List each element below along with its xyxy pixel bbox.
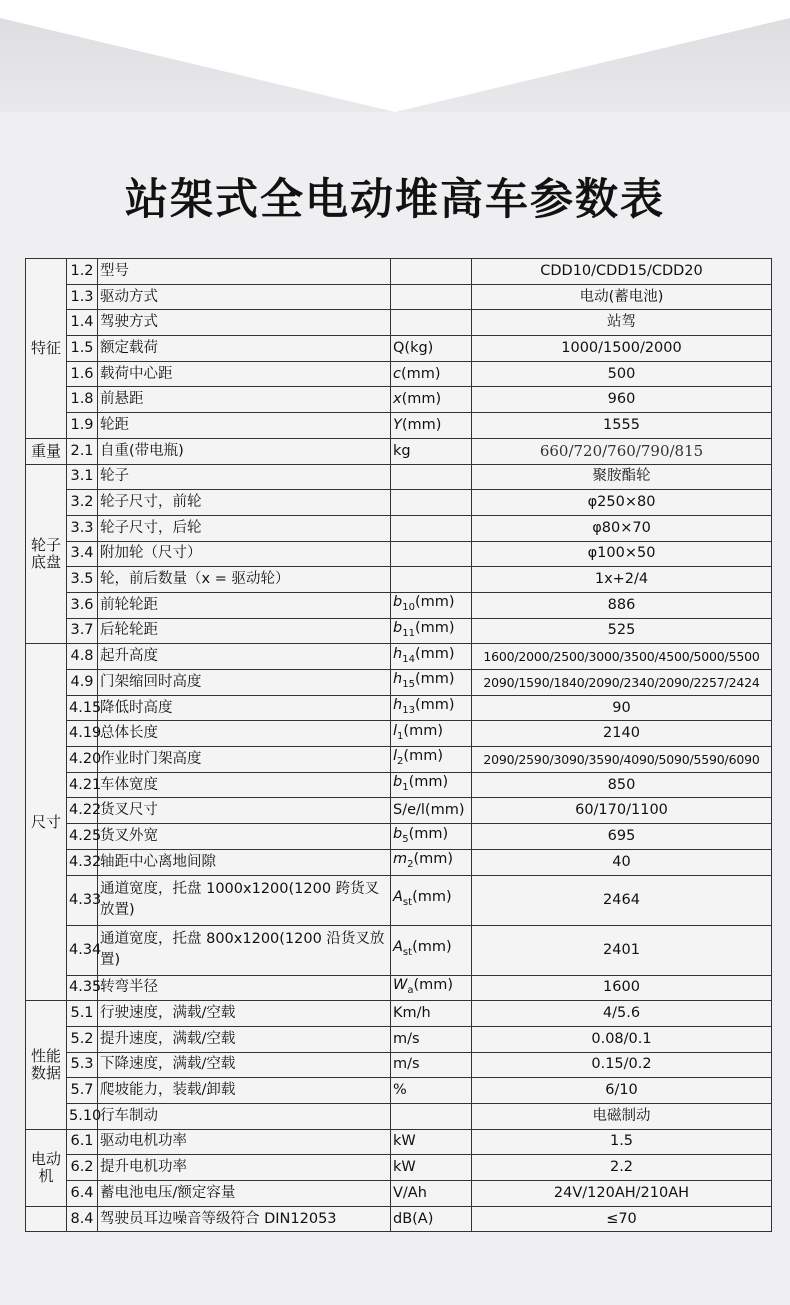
- row-name: 降低时高度: [98, 695, 391, 721]
- table-row: [26, 975, 772, 1001]
- row-value: 960: [472, 387, 772, 413]
- row-unit: dB(A): [391, 1206, 472, 1232]
- row-name: 货叉尺寸: [98, 798, 391, 824]
- row-name: 轮子尺寸，后轮: [98, 515, 391, 541]
- row-number: 6.4: [67, 1181, 98, 1207]
- row-unit: x(mm): [391, 387, 472, 413]
- row-unit: kW: [391, 1129, 472, 1155]
- row-value: 1.5: [472, 1129, 772, 1155]
- row-name: 作业时门架高度: [98, 747, 391, 773]
- row-unit: $h_{15}(mm)$: [391, 670, 472, 696]
- table-row: [26, 670, 772, 696]
- row-number: 1.4: [67, 310, 98, 336]
- category-wheels: 轮子 底盘: [26, 464, 67, 644]
- table-row: [26, 387, 772, 413]
- row-number: 3.5: [67, 567, 98, 593]
- row-number: 5.1: [67, 1001, 98, 1027]
- table-row: [26, 284, 772, 310]
- row-unit: [391, 515, 472, 541]
- table-row: [26, 567, 772, 593]
- row-number: 4.19: [67, 721, 98, 747]
- row-number: 8.4: [67, 1206, 98, 1232]
- table-row: [26, 541, 772, 567]
- row-name: 载荷中心距: [98, 361, 391, 387]
- row-value: φ100×50: [472, 541, 772, 567]
- row-name: 自重(带电瓶): [98, 438, 391, 464]
- row-number: 3.7: [67, 618, 98, 644]
- row-value: 24V/120AH/210AH: [472, 1181, 772, 1207]
- row-name: 轮子尺寸，前轮: [98, 490, 391, 516]
- category-empty: [26, 1206, 67, 1232]
- table-row: [26, 1129, 772, 1155]
- banner-notch: [0, 0, 790, 112]
- row-unit: [391, 1103, 472, 1129]
- row-name: 轮距: [98, 413, 391, 439]
- table-row: [26, 1078, 772, 1104]
- row-name: 型号: [98, 259, 391, 285]
- row-unit: $b_1(mm)$: [391, 772, 472, 798]
- table-row: [26, 618, 772, 644]
- row-name: 爬坡能力，装载/卸载: [98, 1078, 391, 1104]
- row-value: ≤70: [472, 1206, 772, 1232]
- table-row: [26, 592, 772, 618]
- table-row: [26, 1206, 772, 1232]
- table-row: [26, 824, 772, 850]
- row-number: 4.20: [67, 747, 98, 773]
- row-number: 1.8: [67, 387, 98, 413]
- row-value: 0.08/0.1: [472, 1026, 772, 1052]
- row-number: 3.4: [67, 541, 98, 567]
- table-row: [26, 772, 772, 798]
- row-unit: $m_2(mm)$: [391, 849, 472, 875]
- row-unit: m/s: [391, 1052, 472, 1078]
- row-unit: kW: [391, 1155, 472, 1181]
- row-unit: $b_{11}(mm)$: [391, 618, 472, 644]
- table-row: [26, 1181, 772, 1207]
- page-title: 站架式全电动堆高车参数表: [125, 175, 665, 225]
- row-value: 40: [472, 849, 772, 875]
- row-unit: $b_5(mm)$: [391, 824, 472, 850]
- row-value: CDD10/CDD15/CDD20: [472, 259, 772, 285]
- row-value: 2.2: [472, 1155, 772, 1181]
- row-unit: Q(kg): [391, 336, 472, 362]
- row-unit: $A_{st}(mm)$: [391, 925, 472, 975]
- row-name: 行驶速度，满载/空载: [98, 1001, 391, 1027]
- row-unit: $W_a(mm)$: [391, 975, 472, 1001]
- table-row: [26, 361, 772, 387]
- row-unit: %: [391, 1078, 472, 1104]
- row-unit: $b_{10}(mm)$: [391, 592, 472, 618]
- table-row: [26, 515, 772, 541]
- row-name: 前轮轮距: [98, 592, 391, 618]
- row-unit: [391, 490, 472, 516]
- table-row: [26, 1001, 772, 1027]
- row-name: 额定载荷: [98, 336, 391, 362]
- table-row: [26, 336, 772, 362]
- row-number: 3.6: [67, 592, 98, 618]
- row-unit: m/s: [391, 1026, 472, 1052]
- row-value: 850: [472, 772, 772, 798]
- row-unit: S/e/l(mm): [391, 798, 472, 824]
- table-row: [26, 695, 772, 721]
- table-row: [26, 644, 772, 670]
- row-name: 附加轮（尺寸）: [98, 541, 391, 567]
- row-number: 1.9: [67, 413, 98, 439]
- row-unit: Km/h: [391, 1001, 472, 1027]
- row-name: 驱动方式: [98, 284, 391, 310]
- row-value: 500: [472, 361, 772, 387]
- table-row: [26, 1052, 772, 1078]
- row-value: 2090/2590/3090/3590/4090/5090/5590/6090: [472, 747, 772, 773]
- category-weight: 重量: [26, 438, 67, 464]
- row-value: φ250×80: [472, 490, 772, 516]
- row-name: 提升电机功率: [98, 1155, 391, 1181]
- row-number: 3.2: [67, 490, 98, 516]
- row-number: 2.1: [67, 438, 98, 464]
- row-name: 总体长度: [98, 721, 391, 747]
- row-value: 1555: [472, 413, 772, 439]
- row-value: φ80×70: [472, 515, 772, 541]
- row-number: 5.3: [67, 1052, 98, 1078]
- row-name: 起升高度: [98, 644, 391, 670]
- table-row: [26, 1026, 772, 1052]
- row-unit: $A_{st}(mm)$: [391, 875, 472, 925]
- category-motor: 电动 机: [26, 1129, 67, 1206]
- row-name: 轮子: [98, 464, 391, 490]
- row-name: 轮，前后数量（x = 驱动轮）: [98, 567, 391, 593]
- row-unit: [391, 310, 472, 336]
- table-row: [26, 438, 772, 464]
- row-unit: [391, 567, 472, 593]
- row-unit: $l_1(mm)$: [391, 721, 472, 747]
- table-row: [26, 464, 772, 490]
- row-number: 6.2: [67, 1155, 98, 1181]
- row-value: 0.15/0.2: [472, 1052, 772, 1078]
- row-value: 1x+2/4: [472, 567, 772, 593]
- row-value: 695: [472, 824, 772, 850]
- row-value: 电磁制动: [472, 1103, 772, 1129]
- row-name: 车体宽度: [98, 772, 391, 798]
- table-row: [26, 875, 772, 925]
- row-number: 5.7: [67, 1078, 98, 1104]
- row-number: 3.3: [67, 515, 98, 541]
- row-value: 1600/2000/2500/3000/3500/4500/5000/5500: [472, 644, 772, 670]
- table-row: [26, 721, 772, 747]
- row-value: 电动(蓄电池): [472, 284, 772, 310]
- table-row: [26, 1103, 772, 1129]
- row-unit: [391, 464, 472, 490]
- row-name: 货叉外宽: [98, 824, 391, 850]
- row-name: 轴距中心离地间隙: [98, 849, 391, 875]
- row-number: 4.34: [67, 925, 98, 975]
- row-value: 2090/1590/1840/2090/2340/2090/2257/2424: [472, 670, 772, 696]
- row-number: 4.32: [67, 849, 98, 875]
- row-name: 后轮轮距: [98, 618, 391, 644]
- row-unit: $h_{14}(mm)$: [391, 644, 472, 670]
- row-number: 4.22: [67, 798, 98, 824]
- table-row: [26, 413, 772, 439]
- table-row: [26, 849, 772, 875]
- row-number: 1.5: [67, 336, 98, 362]
- row-value: 2401: [472, 925, 772, 975]
- row-unit: $l_2(mm)$: [391, 747, 472, 773]
- row-number: 4.8: [67, 644, 98, 670]
- row-value: 4/5.6: [472, 1001, 772, 1027]
- row-number: 4.35: [67, 975, 98, 1001]
- row-unit: kg: [391, 438, 472, 464]
- row-number: 4.25: [67, 824, 98, 850]
- row-number: 4.15: [67, 695, 98, 721]
- row-unit: [391, 284, 472, 310]
- table-row: [26, 310, 772, 336]
- row-name: 驾驶员耳边噪音等级符合 DIN12053: [98, 1206, 391, 1232]
- row-number: 3.1: [67, 464, 98, 490]
- row-unit: $h_{13}(mm)$: [391, 695, 472, 721]
- row-name: 提升速度，满载/空载: [98, 1026, 391, 1052]
- table-row: [26, 798, 772, 824]
- row-name: 行车制动: [98, 1103, 391, 1129]
- row-name: 驾驶方式: [98, 310, 391, 336]
- table-row: [26, 259, 772, 285]
- row-value: 2140: [472, 721, 772, 747]
- row-value: 90: [472, 695, 772, 721]
- row-unit: c(mm): [391, 361, 472, 387]
- category-performance: 性能 数据: [26, 1001, 67, 1129]
- row-value: 1000/1500/2000: [472, 336, 772, 362]
- row-unit: [391, 259, 472, 285]
- table-row: [26, 1155, 772, 1181]
- row-number: 4.21: [67, 772, 98, 798]
- row-value: 525: [472, 618, 772, 644]
- category-features: 特征: [26, 259, 67, 439]
- row-name: 前悬距: [98, 387, 391, 413]
- row-value: 660/720/760/790/815: [472, 438, 772, 464]
- row-name: 驱动电机功率: [98, 1129, 391, 1155]
- row-unit: Y(mm): [391, 413, 472, 439]
- row-number: 6.1: [67, 1129, 98, 1155]
- row-number: 1.3: [67, 284, 98, 310]
- table-row: [26, 747, 772, 773]
- row-value: 1600: [472, 975, 772, 1001]
- row-number: 1.6: [67, 361, 98, 387]
- row-name: 门架缩回时高度: [98, 670, 391, 696]
- row-number: 1.2: [67, 259, 98, 285]
- table-row: [26, 490, 772, 516]
- row-number: 4.9: [67, 670, 98, 696]
- row-unit: [391, 541, 472, 567]
- row-name: 通道宽度，托盘 800x1200(1200 沿货叉放置): [98, 925, 391, 975]
- table-row: [26, 925, 772, 975]
- spec-table: [25, 258, 772, 1232]
- row-number: 4.33: [67, 875, 98, 925]
- row-name: 转弯半径: [98, 975, 391, 1001]
- row-name: 通道宽度，托盘 1000x1200(1200 跨货叉放置): [98, 875, 391, 925]
- row-number: 5.10: [67, 1103, 98, 1129]
- row-unit: V/Ah: [391, 1181, 472, 1207]
- row-value: 聚胺酯轮: [472, 464, 772, 490]
- row-name: 下降速度，满载/空载: [98, 1052, 391, 1078]
- category-dimensions: 尺寸: [26, 644, 67, 1001]
- row-value: 886: [472, 592, 772, 618]
- row-value: 2464: [472, 875, 772, 925]
- row-number: 5.2: [67, 1026, 98, 1052]
- row-value: 60/170/1100: [472, 798, 772, 824]
- row-value: 6/10: [472, 1078, 772, 1104]
- row-name: 蓄电池电压/额定容量: [98, 1181, 391, 1207]
- row-value: 站驾: [472, 310, 772, 336]
